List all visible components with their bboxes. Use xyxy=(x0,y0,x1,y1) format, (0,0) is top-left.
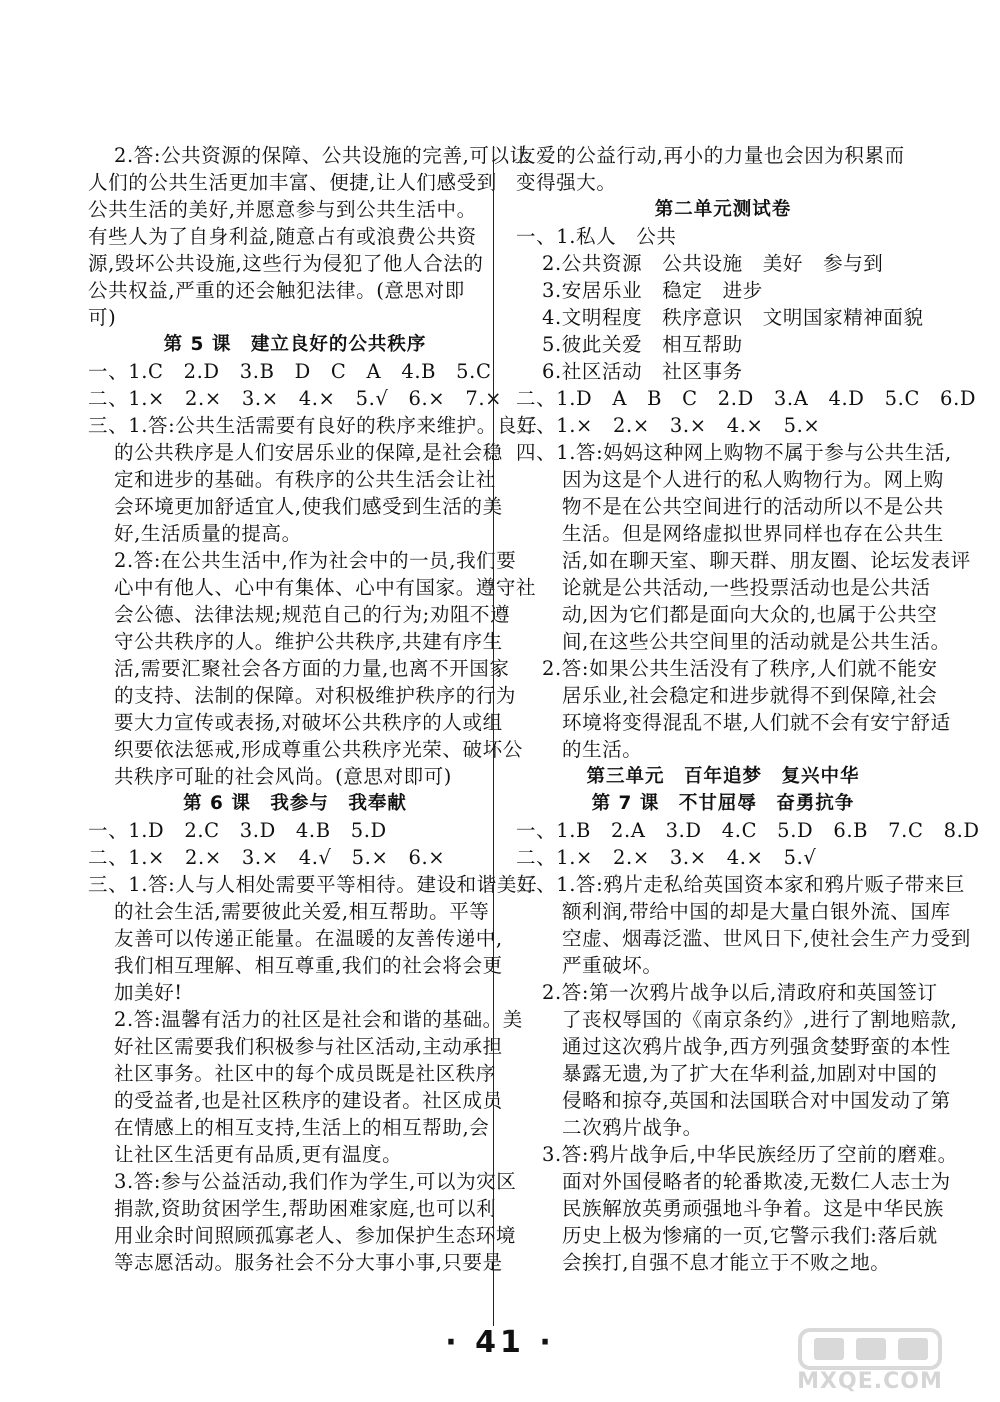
section-heading: 第 5 课 建立良好的公共秩序 xyxy=(163,334,427,355)
text-line: 源,毁坏公共设施,这些行为侵犯了他人合法的 xyxy=(88,252,484,275)
text-line: 2.公共资源 公共设施 美好 参与到 xyxy=(542,252,884,275)
section-heading: 第二单元测试卷 xyxy=(654,199,792,220)
text-line: 5.彼此关爱 相互帮助 xyxy=(542,333,743,356)
text-line: 三、1.× 2.× 3.× 4.× 5.× xyxy=(516,414,821,437)
text-line: 严重破坏。 xyxy=(562,954,663,977)
text-line: 一、1.私人 公共 xyxy=(516,225,677,248)
text-line: 的生活。 xyxy=(562,738,643,761)
text-line: 生活。但是网络虚拟世界同样也存在公共生 xyxy=(562,522,944,545)
text-line: 二、1.× 2.× 3.× 4.√ 5.× 6.× xyxy=(88,846,446,869)
page-number: · 41 · xyxy=(445,1325,555,1360)
text-line: 额利润,带给中国的却是大量白银外流、国库 xyxy=(562,900,951,923)
text-line: 在情感上的相互支持,生活上的相互帮助,会 xyxy=(114,1116,490,1139)
text-line: 共秩序可耻的社会风尚。(意思对即可) xyxy=(114,765,453,788)
text-line: 好社区需要我们积极参与社区活动,主动承担 xyxy=(114,1035,503,1058)
watermark-seal-icon xyxy=(780,1326,960,1372)
text-line: 有些人为了自身利益,随意占有或浪费公共资 xyxy=(88,225,477,248)
text-line: 论就是公共活动,一些投票活动也是公共活 xyxy=(562,576,931,599)
text-line: 3.答:鸦片战争后,中华民族经历了空前的磨难。 xyxy=(542,1143,958,1166)
text-line: 活,如在聊天室、聊天群、朋友圈、论坛发表评 xyxy=(562,549,971,572)
text-line: 历史上极为惨痛的一页,它警示我们:落后就 xyxy=(562,1224,938,1247)
text-line: 公共权益,严重的还会触犯法律。(意思对即 xyxy=(88,279,465,302)
watermark-text: MXQE.COM xyxy=(797,1369,943,1394)
text-line: 二次鸦片战争。 xyxy=(562,1116,703,1139)
text-line: 2.答:在公共生活中,作为社会中的一员,我们要 xyxy=(114,549,517,572)
text-line: 了丧权辱国的《南京条约》,进行了割地赔款, xyxy=(562,1008,958,1031)
text-line: 心中有他人、心中有集体、心中有国家。遵守社 xyxy=(114,576,537,599)
text-line: 动,因为它们都是面向大众的,也属于公共空 xyxy=(562,603,938,626)
text-line: 的社会生活,需要彼此关爱,相互帮助。平等 xyxy=(114,900,490,923)
text-line: 2.答:如果公共生活没有了秩序,人们就不能安 xyxy=(542,657,938,680)
text-line: 一、1.B 2.A 3.D 4.C 5.D 6.B 7.C 8.D xyxy=(516,819,980,842)
text-line: 社区事务。社区中的每个成员既是社区秩序 xyxy=(114,1062,496,1085)
text-line: 可) xyxy=(88,306,117,329)
text-line: 3.答:参与公益活动,我们作为学生,可以为灾区 xyxy=(114,1170,517,1193)
text-line: 人们的公共生活更加丰富、便捷,让人们感受到 xyxy=(88,171,497,194)
text-line: 加美好! xyxy=(114,981,183,1004)
text-line: 二、1.× 2.× 3.× 4.× 5.√ 6.× 7.× xyxy=(88,387,503,410)
text-line: 友爱的公益行动,再小的力量也会因为积累而 xyxy=(516,144,905,167)
text-line: 要大力宣传或表扬,对破坏公共秩序的人或组 xyxy=(114,711,503,734)
text-line: 会挨打,自强不息才能立于不败之地。 xyxy=(562,1251,891,1274)
text-line: 三、1.答:鸦片走私给英国资本家和鸦片贩子带来巨 xyxy=(516,873,966,896)
text-line: 物不是在公共空间进行的活动所以不是公共 xyxy=(562,495,944,518)
text-line: 好,生活质量的提高。 xyxy=(114,522,302,545)
text-line: 因为这是个人进行的私人购物行为。网上购 xyxy=(562,468,944,491)
text-line: 变得强大。 xyxy=(516,171,617,194)
text-line: 一、1.D 2.C 3.D 4.B 5.D xyxy=(88,819,387,842)
text-line: 捐款,资助贫困学生,帮助困难家庭,也可以利 xyxy=(114,1197,497,1220)
text-line: 活,需要汇聚社会各方面的力量,也离不开国家 xyxy=(114,657,510,680)
text-line: 面对外国侵略者的轮番欺凌,无数仁人志士为 xyxy=(562,1170,951,1193)
text-line: 通过这次鸦片战争,西方列强贪婪野蛮的本性 xyxy=(562,1035,951,1058)
text-line: 民族解放英勇顽强地斗争着。这是中华民族 xyxy=(562,1197,944,1220)
text-line: 二、1.× 2.× 3.× 4.× 5.√ xyxy=(516,846,817,869)
text-line: 的支持、法制的保障。对积极维护秩序的行为 xyxy=(114,684,517,707)
watermark-logo xyxy=(780,1326,960,1396)
text-line: 环境将变得混乱不堪,人们就不会有安宁舒适 xyxy=(562,711,951,734)
text-line: 三、1.答:人与人相处需要平等相待。建设和谐美好 xyxy=(88,873,538,896)
left-column xyxy=(88,142,538,1276)
text-line: 居乐业,社会稳定和进步就得不到保障,社会 xyxy=(562,684,938,707)
text-line: 间,在这些公共空间里的活动就是公共生活。 xyxy=(562,630,951,653)
text-line: 的公共秩序是人们安居乐业的保障,是社会稳 xyxy=(114,441,503,464)
text-line: 用业余时间照顾孤寡老人、参加保护生态环境 xyxy=(114,1224,517,1247)
text-line: 公共生活的美好,并愿意参与到公共生活中。 xyxy=(88,198,477,221)
text-line: 二、1.D A B C 2.D 3.A 4.D 5.C 6.D xyxy=(516,387,977,410)
text-line: 2.答:温馨有活力的社区是社会和谐的基础。美 xyxy=(114,1008,523,1031)
text-line: 织要依法惩戒,形成尊重公共秩序光荣、破坏公 xyxy=(114,738,523,761)
text-line: 我们相互理解、相互尊重,我们的社会将会更 xyxy=(114,954,503,977)
text-line: 暴露无遗,为了扩大在华利益,加剧对中国的 xyxy=(562,1062,938,1085)
text-line: 2.答:公共资源的保障、公共设施的完善,可以让 xyxy=(114,144,530,167)
section-heading: 第 6 课 我参与 我奉献 xyxy=(183,793,407,814)
text-line: 侵略和掠夺,英国和法国联合对中国发动了第 xyxy=(562,1089,951,1112)
text-line: 等志愿活动。服务社会不分大事小事,只要是 xyxy=(114,1251,503,1274)
section-heading: 第 7 课 不甘屈辱 奋勇抗争 xyxy=(591,793,855,814)
text-line: 让社区生活更有品质,更有温度。 xyxy=(114,1143,403,1166)
text-line: 的受益者,也是社区秩序的建设者。社区成员 xyxy=(114,1089,503,1112)
text-line: 一、1.C 2.D 3.B D C A 4.B 5.C xyxy=(88,360,492,383)
text-line: 6.社区活动 社区事务 xyxy=(542,360,743,383)
text-line: 4.文明程度 秩序意识 文明国家精神面貌 xyxy=(542,306,924,329)
text-line: 三、1.答:公共生活需要有良好的秩序来维护。良好 xyxy=(88,414,538,437)
column-divider xyxy=(493,146,494,1326)
text-line: 守公共秩序的人。维护公共秩序,共建有序生 xyxy=(114,630,503,653)
text-line: 会公德、法律法规;规范自己的行为;劝阻不遵 xyxy=(114,603,511,626)
right-column xyxy=(516,142,980,1276)
section-heading: 第三单元 百年追梦 复兴中华 xyxy=(586,766,860,787)
text-line: 3.安居乐业 稳定 进步 xyxy=(542,279,763,302)
text-line: 2.答:第一次鸦片战争以后,清政府和英国签订 xyxy=(542,981,938,1004)
text-line: 空虚、烟毒泛滥、世风日下,使社会生产力受到 xyxy=(562,927,971,950)
text-line: 会环境更加舒适宜人,使我们感受到生活的美 xyxy=(114,495,503,518)
text-line: 友善可以传递正能量。在温暖的友善传递中, xyxy=(114,927,503,950)
text-line: 四、1.答:妈妈这种网上购物不属于参与公共生活, xyxy=(516,441,952,464)
text-line: 定和进步的基础。有秩序的公共生活会让社 xyxy=(114,468,496,491)
